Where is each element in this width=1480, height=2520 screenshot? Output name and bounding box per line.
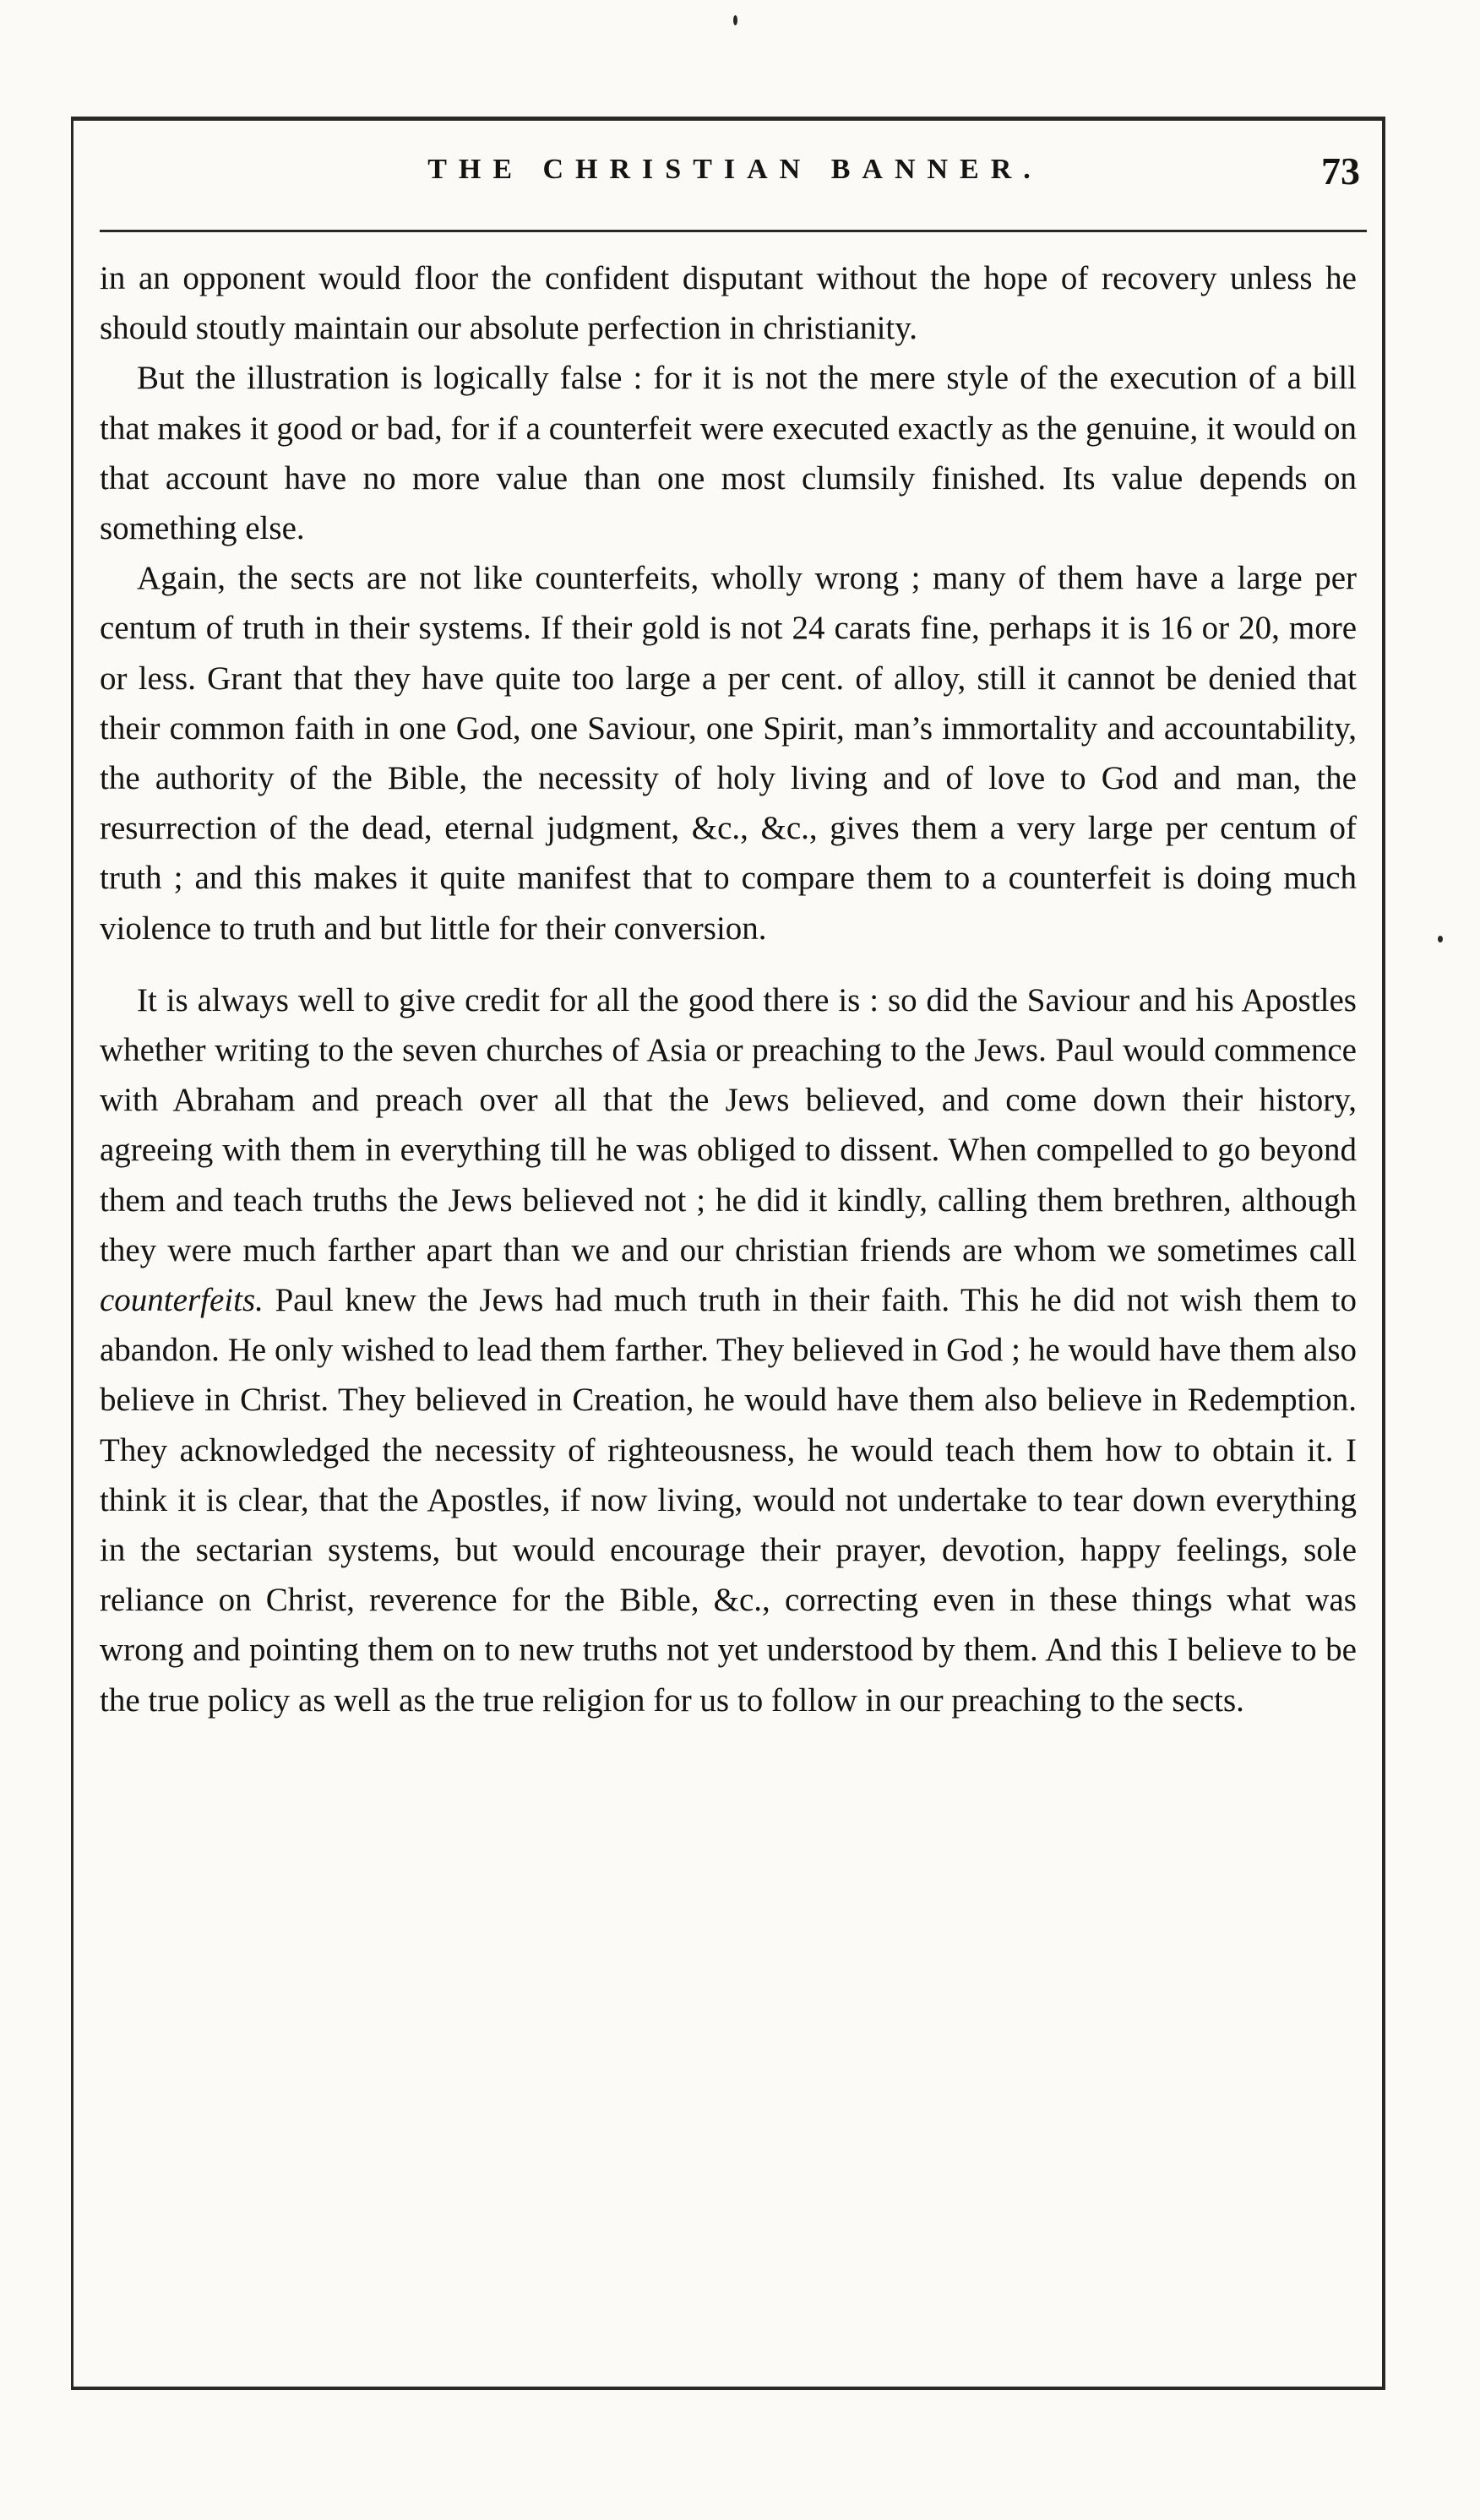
- top-ink-mark: [733, 15, 737, 25]
- paragraph-3: Again, the sects are not like counterfeits, wholly wrong ; many of them have a large per centum of truth in their systems. If their gold is not 24 carats fine, perhaps it is 16 or 20, more or less. Grant that they have quite too large a per cent. of alloy, still it cannot be denied that their common faith in one God, one Saviour, one Spirit, man’s immortality and accountability, the authority of the Bible, the necessity of holy living and of love to God and man, the resurrection of the dead, eternal judgment, &c., &c., gives them a very large per centum of truth ; and this makes it quite manifest that to compare them to a counterfeit is doing much violence to truth and but little for their conversion.: [100, 560, 1357, 947]
- paragraph-4-part-2: Paul knew the Jews had much truth in their faith. This he did not wish them to abandon. He only wished to lead them farther. They believed in God ; he would have them also believe in Christ. They believed in Creation, he would have them also believe in Redemption. They acknowledged the necessity of righteousness, he would teach them how to obtain it. I think it is clear, that the Apostles, if now living, would not undertake to tear down everything in the sectarian systems, but would encourage their prayer, devotion, happy feelings, sole reliance on Christ, reverence for the Bible, &c., correcting even in these things what was wrong and pointing them on to new truths not yet understood by them. And this I believe to be the true policy as well as the true religion for us to follow in our preaching to the sects.: [100, 1282, 1358, 1719]
- running-title: THE CHRISTIAN BANNER.: [427, 154, 1042, 185]
- paragraph-2: But the illustration is logically false : for it is not the mere style of the execution of a bill that makes it good or bad, for if a counterfeit were executed exactly as the genuine, it would on that account have no more value than one most clumsily finished. Its value depends on something else.: [100, 360, 1357, 547]
- article-body: [100, 253, 1357, 1725]
- paragraph-4: [100, 975, 1357, 1725]
- page-header: [101, 149, 1368, 208]
- emphasized-word: counterfeits.: [100, 1282, 264, 1319]
- paragraph-4-part-1: It is always well to give credit for all the good there is : so did the Saviour and his Apostles whether writing to the seven churches of Asia or preaching to the Jews. Paul would commence with Abraham and preach over all that the Jews believed, and come down their history, agreeing with them in everything till he was obliged to dissent. When compelled to go beyond them and teach truths the Jews believed not ; he did it kindly, calling them brethren, although they were much farther apart than we and our christian friends are whom we sometimes call: [100, 981, 1357, 1268]
- header-rule: [100, 230, 1367, 232]
- paragraph-1: in an opponent would floor the confident disputant without the hope of recovery unless he should stoutly maintain our absolute perfection in christianity.: [100, 260, 1357, 347]
- page-number: 73: [1321, 149, 1360, 193]
- margin-ink-mark: [1438, 936, 1443, 942]
